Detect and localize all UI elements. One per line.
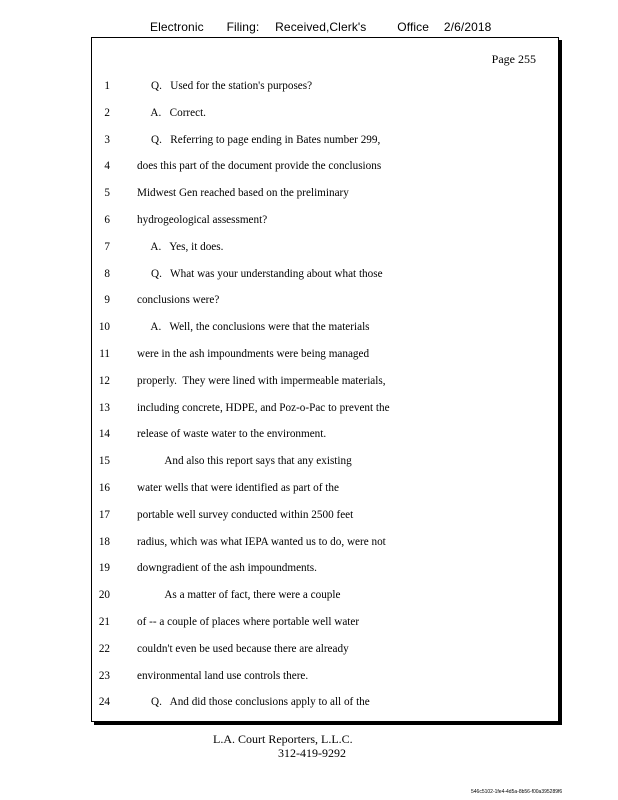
line-text: hydrogeological assessment?	[137, 213, 268, 226]
line-text: does this part of the document provide the conclusions	[137, 160, 382, 173]
line-text: Midwest Gen reached based on the preliminary	[137, 187, 349, 200]
line-number: 14	[98, 428, 110, 441]
line-number: 19	[98, 562, 110, 575]
transcript-line	[92, 320, 558, 347]
line-number: 22	[98, 642, 110, 655]
transcript-line	[92, 293, 558, 320]
line-number: 18	[98, 535, 110, 548]
line-number: 16	[98, 481, 110, 494]
stamp-filing: Filing:	[226, 20, 260, 34]
line-number: 2	[104, 106, 110, 119]
line-text: environmental land use controls there.	[137, 669, 309, 682]
transcript-line	[92, 669, 558, 696]
line-number: 8	[104, 267, 110, 280]
line-number: 21	[98, 615, 110, 628]
line-text: water wells that were identified as part of the	[137, 481, 339, 494]
line-text: As a matter of fact, there were a couple	[137, 589, 341, 602]
line-number: 6	[104, 213, 110, 226]
line-text: couldn't even be used because there are already	[137, 642, 349, 655]
line-number: 13	[98, 401, 110, 414]
line-number: 4	[104, 160, 110, 173]
stamp-received: Received,Clerk's	[275, 20, 367, 34]
line-number: 11	[99, 347, 110, 360]
stamp-electronic: Electronic	[150, 20, 204, 34]
transcript-line	[92, 481, 558, 508]
line-text: A. Yes, it does.	[137, 240, 224, 253]
line-text: release of waste water to the environment.	[137, 428, 327, 441]
line-number: 10	[98, 321, 110, 334]
transcript-line	[92, 642, 558, 669]
transcript-lines	[92, 79, 558, 722]
line-text: radius, which was what IEPA wanted us to do, were not	[137, 535, 386, 548]
transcript-line	[92, 213, 558, 240]
transcript-line	[92, 79, 558, 106]
court-reporter-name: L.A. Court Reporters, L.L.C.	[213, 732, 353, 746]
stamp-office: Office	[397, 20, 430, 34]
line-text: portable well survey conducted within 2500 feet	[137, 508, 354, 521]
line-text: A. Well, the conclusions were that the materials	[137, 321, 370, 334]
transcript-line	[92, 615, 558, 642]
court-reporter-phone: 312-419-9292	[278, 746, 346, 760]
line-number: 24	[98, 696, 110, 709]
transcript-line	[92, 240, 558, 267]
line-number: 1	[104, 80, 110, 92]
transcript-line	[92, 588, 558, 615]
line-text: conclusions were?	[137, 294, 220, 307]
transcript-line	[92, 133, 558, 160]
transcript-line	[92, 401, 558, 428]
line-text: Q. And did those conclusions apply to all of the	[137, 696, 370, 709]
transcript-line	[92, 374, 558, 401]
line-number: 12	[98, 374, 110, 387]
line-text: were in the ash impoundments were being managed	[137, 347, 370, 360]
transcript-line	[92, 186, 558, 213]
transcript-line	[92, 159, 558, 186]
line-number: 5	[104, 187, 110, 200]
transcript-line	[92, 106, 558, 133]
transcript-line	[92, 267, 558, 294]
line-text: A. Correct.	[137, 106, 206, 119]
line-text: Q. Used for the station's purposes?	[137, 80, 313, 92]
transcript-line	[92, 454, 558, 481]
line-text: Q. What was your understanding about what those	[137, 267, 383, 280]
line-number: 15	[98, 455, 110, 468]
line-text: Q. Referring to page ending in Bates number 299,	[137, 133, 381, 146]
line-text: downgradient of the ash impoundments.	[137, 562, 317, 575]
transcript-page	[91, 37, 559, 722]
document-hash: 546c5102-1fe4-4d5a-8b56-f00a395289f6	[471, 789, 563, 795]
line-text: And also this report says that any existing	[137, 455, 352, 468]
stamp-date: 2/6/2018	[443, 20, 492, 34]
line-number: 20	[98, 589, 110, 602]
filing-stamp	[150, 20, 491, 34]
line-text: properly. They were lined with impermeable materials,	[137, 374, 386, 387]
line-number: 23	[98, 669, 110, 682]
page-number: Page 255	[491, 52, 536, 66]
transcript-line	[92, 535, 558, 562]
line-number: 7	[104, 240, 110, 253]
line-text: of -- a couple of places where portable well water	[137, 615, 360, 628]
transcript-line	[92, 427, 558, 454]
transcript-line	[92, 695, 558, 722]
line-number: 17	[98, 508, 110, 521]
transcript-line	[92, 561, 558, 588]
line-number: 9	[104, 294, 110, 307]
line-number: 3	[104, 133, 110, 146]
line-text: including concrete, HDPE, and Poz-o-Pac to prevent the	[137, 401, 390, 414]
transcript-line	[92, 347, 558, 374]
transcript-line	[92, 508, 558, 535]
